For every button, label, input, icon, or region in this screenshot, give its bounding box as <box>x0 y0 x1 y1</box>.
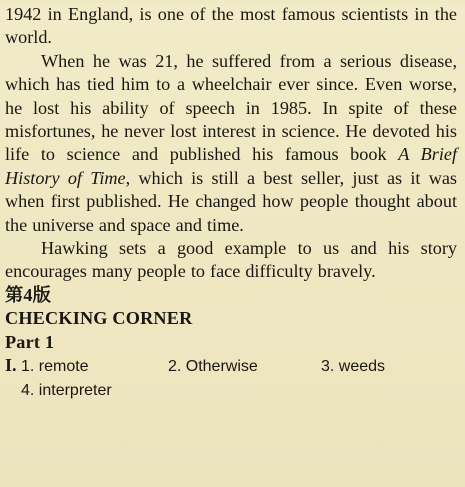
paragraph-intro <box>5 3 457 50</box>
paragraph-biography <box>5 50 457 237</box>
answer-item-1: 1. remote <box>20 358 89 376</box>
answer-row-1 <box>5 354 457 378</box>
paragraph-biography-text: When he was 21, he suffered from a serious disease, which has tied him to a wheelchair ever since. Even worse, he lost his ability of speech in 1985. In spite of these misfortunes, he never lost interest in science. He devoted his life to science and published his famous book <box>5 50 457 165</box>
part-heading: Part 1 <box>5 331 55 352</box>
paragraph-conclusion <box>5 237 457 284</box>
answer-item-4: 4. interpreter <box>21 381 112 399</box>
paragraph-intro-text: 1942 in England, is one of the most famous scientists in the world. <box>5 4 457 48</box>
answer-section-label: I. <box>5 355 17 376</box>
book-title: A Brief History of Time <box>5 144 457 188</box>
paragraph-conclusion-text: Hawking sets a good example to us and his story encourages many people to face difficulty bravely. <box>5 238 457 282</box>
document-page <box>0 3 465 487</box>
answer-item-2: 2. Otherwise <box>167 358 258 376</box>
answer-row-2 <box>5 379 457 402</box>
paragraph-biography-text-end: , which is still a best seller, just as it was when first published. He changed how people thought about the universe and space and time. <box>5 167 457 235</box>
answer-item-3: 3. weeds <box>320 358 386 376</box>
edition-label: 第4版 <box>5 284 52 305</box>
section-title: CHECKING CORNER <box>5 308 193 329</box>
